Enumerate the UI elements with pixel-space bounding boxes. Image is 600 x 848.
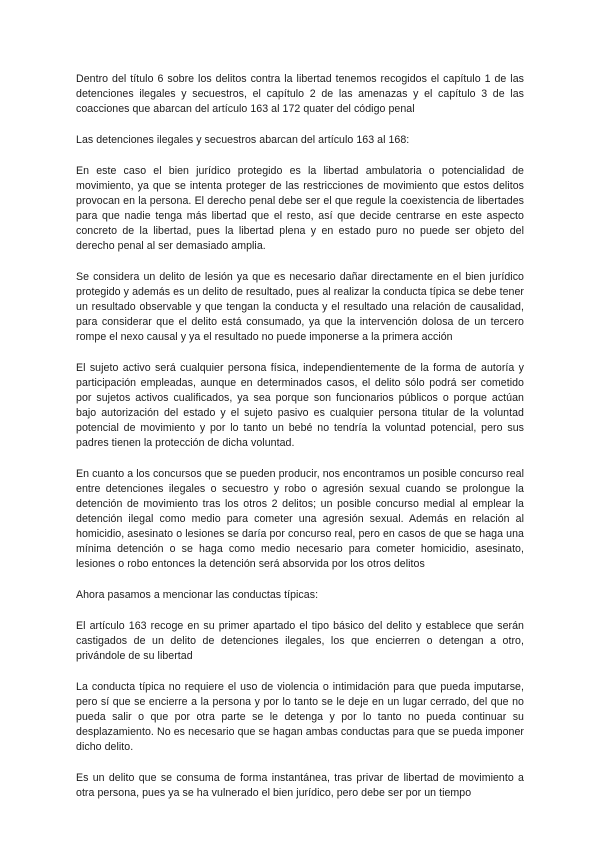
paragraph-typical-conducts-intro: Ahora pasamos a mencionar las conductas típicas: — [76, 589, 319, 601]
paragraph-consummation: Es un delito que se consuma de forma instantánea, tras privar de libertad de movimiento a otra persona, pues ya se ha vulnerado el bien jurídico, pero debe ser por un tiempo — [76, 772, 524, 799]
paragraph-scope: Las detenciones ilegales y secuestros abarcan del artículo 163 al 168: — [76, 134, 410, 146]
paragraph-concurrence: En cuanto a los concursos que se pueden producir, nos encontramos un posible concurso real entre detenciones ilegales o secuestro y robo o agresión sexual cuando se prolongue la detención de movimiento tras los otros 2 delitos; un posible concurso medial al emplear la detención ilegal como medio para cometer una agresión sexual. Además en relación al homicidio, asesinato o lesiones se daría por concurso real, pero en casos de que se haga una mínima detención o se haga como medio necesario para cometer homicidio, asesinato, lesiones o robo entonces la detención será absorvida por los otros delitos — [76, 468, 524, 570]
paragraph-article-163: El artículo 163 recoge en su primer apartado el tipo básico del delito y establece que serán castigados de un delito de detenciones ilegales, los que encierren o detengan a otro, privándole de su libertad — [76, 620, 524, 662]
paragraph-intro: Dentro del título 6 sobre los delitos contra la libertad tenemos recogidos el capítulo 1 de las detenciones ilegales y secuestros, el capítulo 2 de las amenazas y el capítulo 3 de las coacciones que abarcan del artículo 163 al 172 quater del código penal — [76, 73, 524, 115]
paragraph-injury-offense: Se considera un delito de lesión ya que es necesario dañar directamente en el bien jurídico protegido y además es un delito de resultado, pues al realizar la conducta típica se debe tener un resultado observable y que tengan la conducta y el resultado una relación de causalidad, para considerar que el delito está consumado, ya que la intervención dolosa de un tercero rompe el nexo causal y ya el resultado no puede imponerse a la primera acción — [76, 271, 524, 343]
paragraph-subjects: El sujeto activo será cualquier persona física, independientemente de la forma de autoría y participación empleadas, aunque en determinados casos, el delito sólo podrá ser cometido por sujetos activos cualificados, ya sea porque son funcionarios públicos o porque actúan bajo autorización del estado y el sujeto pasivo es cualquier persona titular de la voluntad potencial de movimiento y por lo tanto un bebé no tendría la voluntad potencial, pero sus padres tienen la protección de dicha voluntad. — [76, 362, 524, 449]
paragraph-typical-conduct: La conducta típica no requiere el uso de violencia o intimidación para que pueda imputarse, pero sí que se encierre a la persona y por lo tanto se le deje en un lugar cerrado, del que no pueda salir o que por otra parte se le detenga y por lo tanto no pueda continuar su desplazamiento. No es necesario que se hagan ambas conductas para que se pueda imponer dicho delito. — [76, 681, 524, 753]
paragraph-legal-good: En este caso el bien jurídico protegido es la libertad ambulatoria o potencialidad de movimiento, ya que se intenta proteger de las restricciones de movimiento que estos delitos provocan en la persona. El derecho penal debe ser el que regule la coexistencia de libertades para que nadie tenga más libertad que el resto, así que decide centrarse en este aspecto concreto de la libertad, pues la libertad plena y en estado puro no puede ser objeto del derecho penal al ser demasiado amplia. — [76, 165, 524, 252]
